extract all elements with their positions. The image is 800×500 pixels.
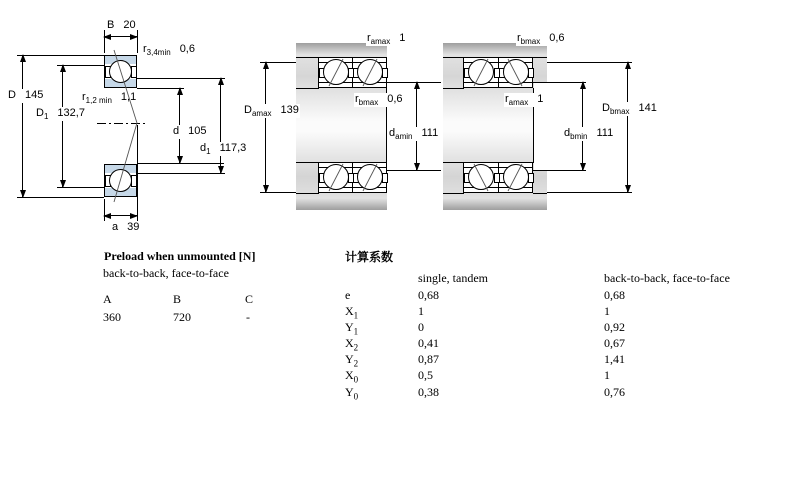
bearing-ball	[109, 169, 132, 192]
factor-row-label: $Y_2$	[345, 352, 359, 369]
factor-paired-value: 0,92	[604, 320, 625, 334]
dim-label-Dbmax: $D_{bmax}$ 141	[602, 102, 657, 117]
factors-col-paired-header: back-to-back, face-to-face	[604, 271, 730, 285]
extension-line	[17, 197, 104, 198]
factor-row-label: $X_2$	[345, 336, 359, 353]
extension-line	[547, 192, 632, 193]
dim-label-dbmin: $d_{bmin}$ 111	[564, 127, 614, 142]
factor-row-label: e	[345, 288, 351, 302]
dim-label-r34: $r_{3,4min}$ 0,6	[143, 43, 195, 58]
factors-title: 计算系数	[345, 250, 394, 264]
factor-paired-value: 1	[604, 304, 610, 318]
axis-centerline	[97, 123, 145, 124]
factor-row-label: $Y_1$	[345, 320, 359, 337]
factor-paired-value: 1	[604, 368, 610, 382]
dim-label-rbmax: $r_{bmax}$ 0,6	[355, 93, 403, 108]
dim-line-B	[104, 36, 137, 37]
factor-single-value: 1	[418, 304, 424, 318]
dim-label-ramax: $r_{amax}$ 1	[505, 93, 544, 108]
housing-bore-line	[443, 57, 464, 58]
preload-col-A: A	[103, 292, 112, 306]
factor-single-value: 0,41	[418, 336, 439, 350]
dim-label-damin: $d_{amin}$ 111	[389, 127, 439, 142]
bearing-pair-bottom	[318, 162, 387, 193]
bearing-ball	[468, 164, 494, 190]
factor-row-label: $X_0$	[345, 368, 359, 385]
factor-row-label: $X_1$	[345, 304, 359, 321]
factor-single-value: 0,68	[418, 288, 439, 302]
bearing-ball	[503, 59, 529, 85]
factor-paired-value: 0,67	[604, 336, 625, 350]
dim-label-D: D 145	[7, 89, 44, 103]
preload-col-C: C	[245, 292, 254, 306]
dim-label-ramax: $r_{amax}$ 1	[367, 32, 406, 47]
factor-single-value: 0	[418, 320, 424, 334]
dim-line-Dbmax	[627, 62, 628, 192]
dim-label-B: B 20	[106, 19, 137, 33]
dim-line-Damax	[265, 62, 266, 192]
dim-label-d1: $d_1$ 117,3	[200, 142, 247, 157]
bearing-pair-top	[318, 57, 387, 88]
bearing-ball	[357, 59, 383, 85]
preload-col-B: B	[173, 292, 182, 306]
extension-line	[17, 55, 104, 56]
dim-line-D1	[62, 65, 63, 187]
extension-line	[137, 78, 225, 79]
preload-value-B: 720	[173, 310, 191, 324]
preload-title: Preload when unmounted [N]	[104, 249, 256, 263]
dim-line-damin	[416, 82, 417, 170]
bearing-ball	[323, 164, 349, 190]
extension-line	[533, 170, 586, 171]
housing-bore-line	[533, 193, 547, 194]
factor-paired-value: 0,68	[604, 288, 625, 302]
housing-bore-line	[296, 193, 319, 194]
extension-line	[533, 82, 586, 83]
preload-subtitle: back-to-back, face-to-face	[103, 266, 229, 280]
dim-label-D1: $D_1$ 132,7	[36, 107, 85, 122]
shaft-line	[296, 162, 319, 163]
preload-value-C: -	[246, 310, 250, 324]
dim-label-a: a 39	[111, 221, 140, 235]
dim-label-r12: $r_{1,2 min}$ 1,1	[82, 91, 137, 106]
factor-single-value: 0,5	[418, 368, 433, 382]
bearing-section-bottom	[104, 164, 137, 197]
bearing-ball	[323, 59, 349, 85]
factors-col-single-header: single, tandem	[418, 271, 488, 285]
dim-line-a	[104, 215, 137, 216]
factor-paired-value: 1,41	[604, 352, 625, 366]
factor-paired-value: 0,76	[604, 385, 625, 399]
factor-single-value: 0,87	[418, 352, 439, 366]
dim-line-D	[22, 55, 23, 197]
housing-bore-line	[296, 57, 319, 58]
dim-label-Damax: $D_{amax}$ 139	[244, 104, 299, 119]
factor-row-label: $Y_0$	[345, 385, 359, 402]
housing-bore-line	[443, 193, 464, 194]
preload-value-A: 360	[103, 310, 121, 324]
extension-line	[547, 62, 632, 63]
bearing-pair-top	[463, 57, 533, 88]
bearing-section-top	[104, 55, 137, 88]
dim-line-d1	[220, 78, 221, 173]
shaft-line	[296, 88, 319, 89]
dim-label-rbmax: $r_{bmax}$ 0,6	[517, 32, 565, 47]
extension-line	[137, 173, 225, 174]
housing-bore-line	[533, 57, 547, 58]
shaft-line	[443, 88, 464, 89]
extension-line	[137, 125, 138, 221]
bearing-ball	[468, 59, 494, 85]
bearing-ball	[109, 60, 132, 83]
factor-single-value: 0,38	[418, 385, 439, 399]
bearing-ball	[357, 164, 383, 190]
bearing-pair-bottom	[463, 162, 533, 193]
dim-label-d: d 105	[172, 125, 207, 139]
shaft-line	[443, 162, 464, 163]
bearing-ball	[503, 164, 529, 190]
dim-line-dbmin	[582, 82, 583, 170]
